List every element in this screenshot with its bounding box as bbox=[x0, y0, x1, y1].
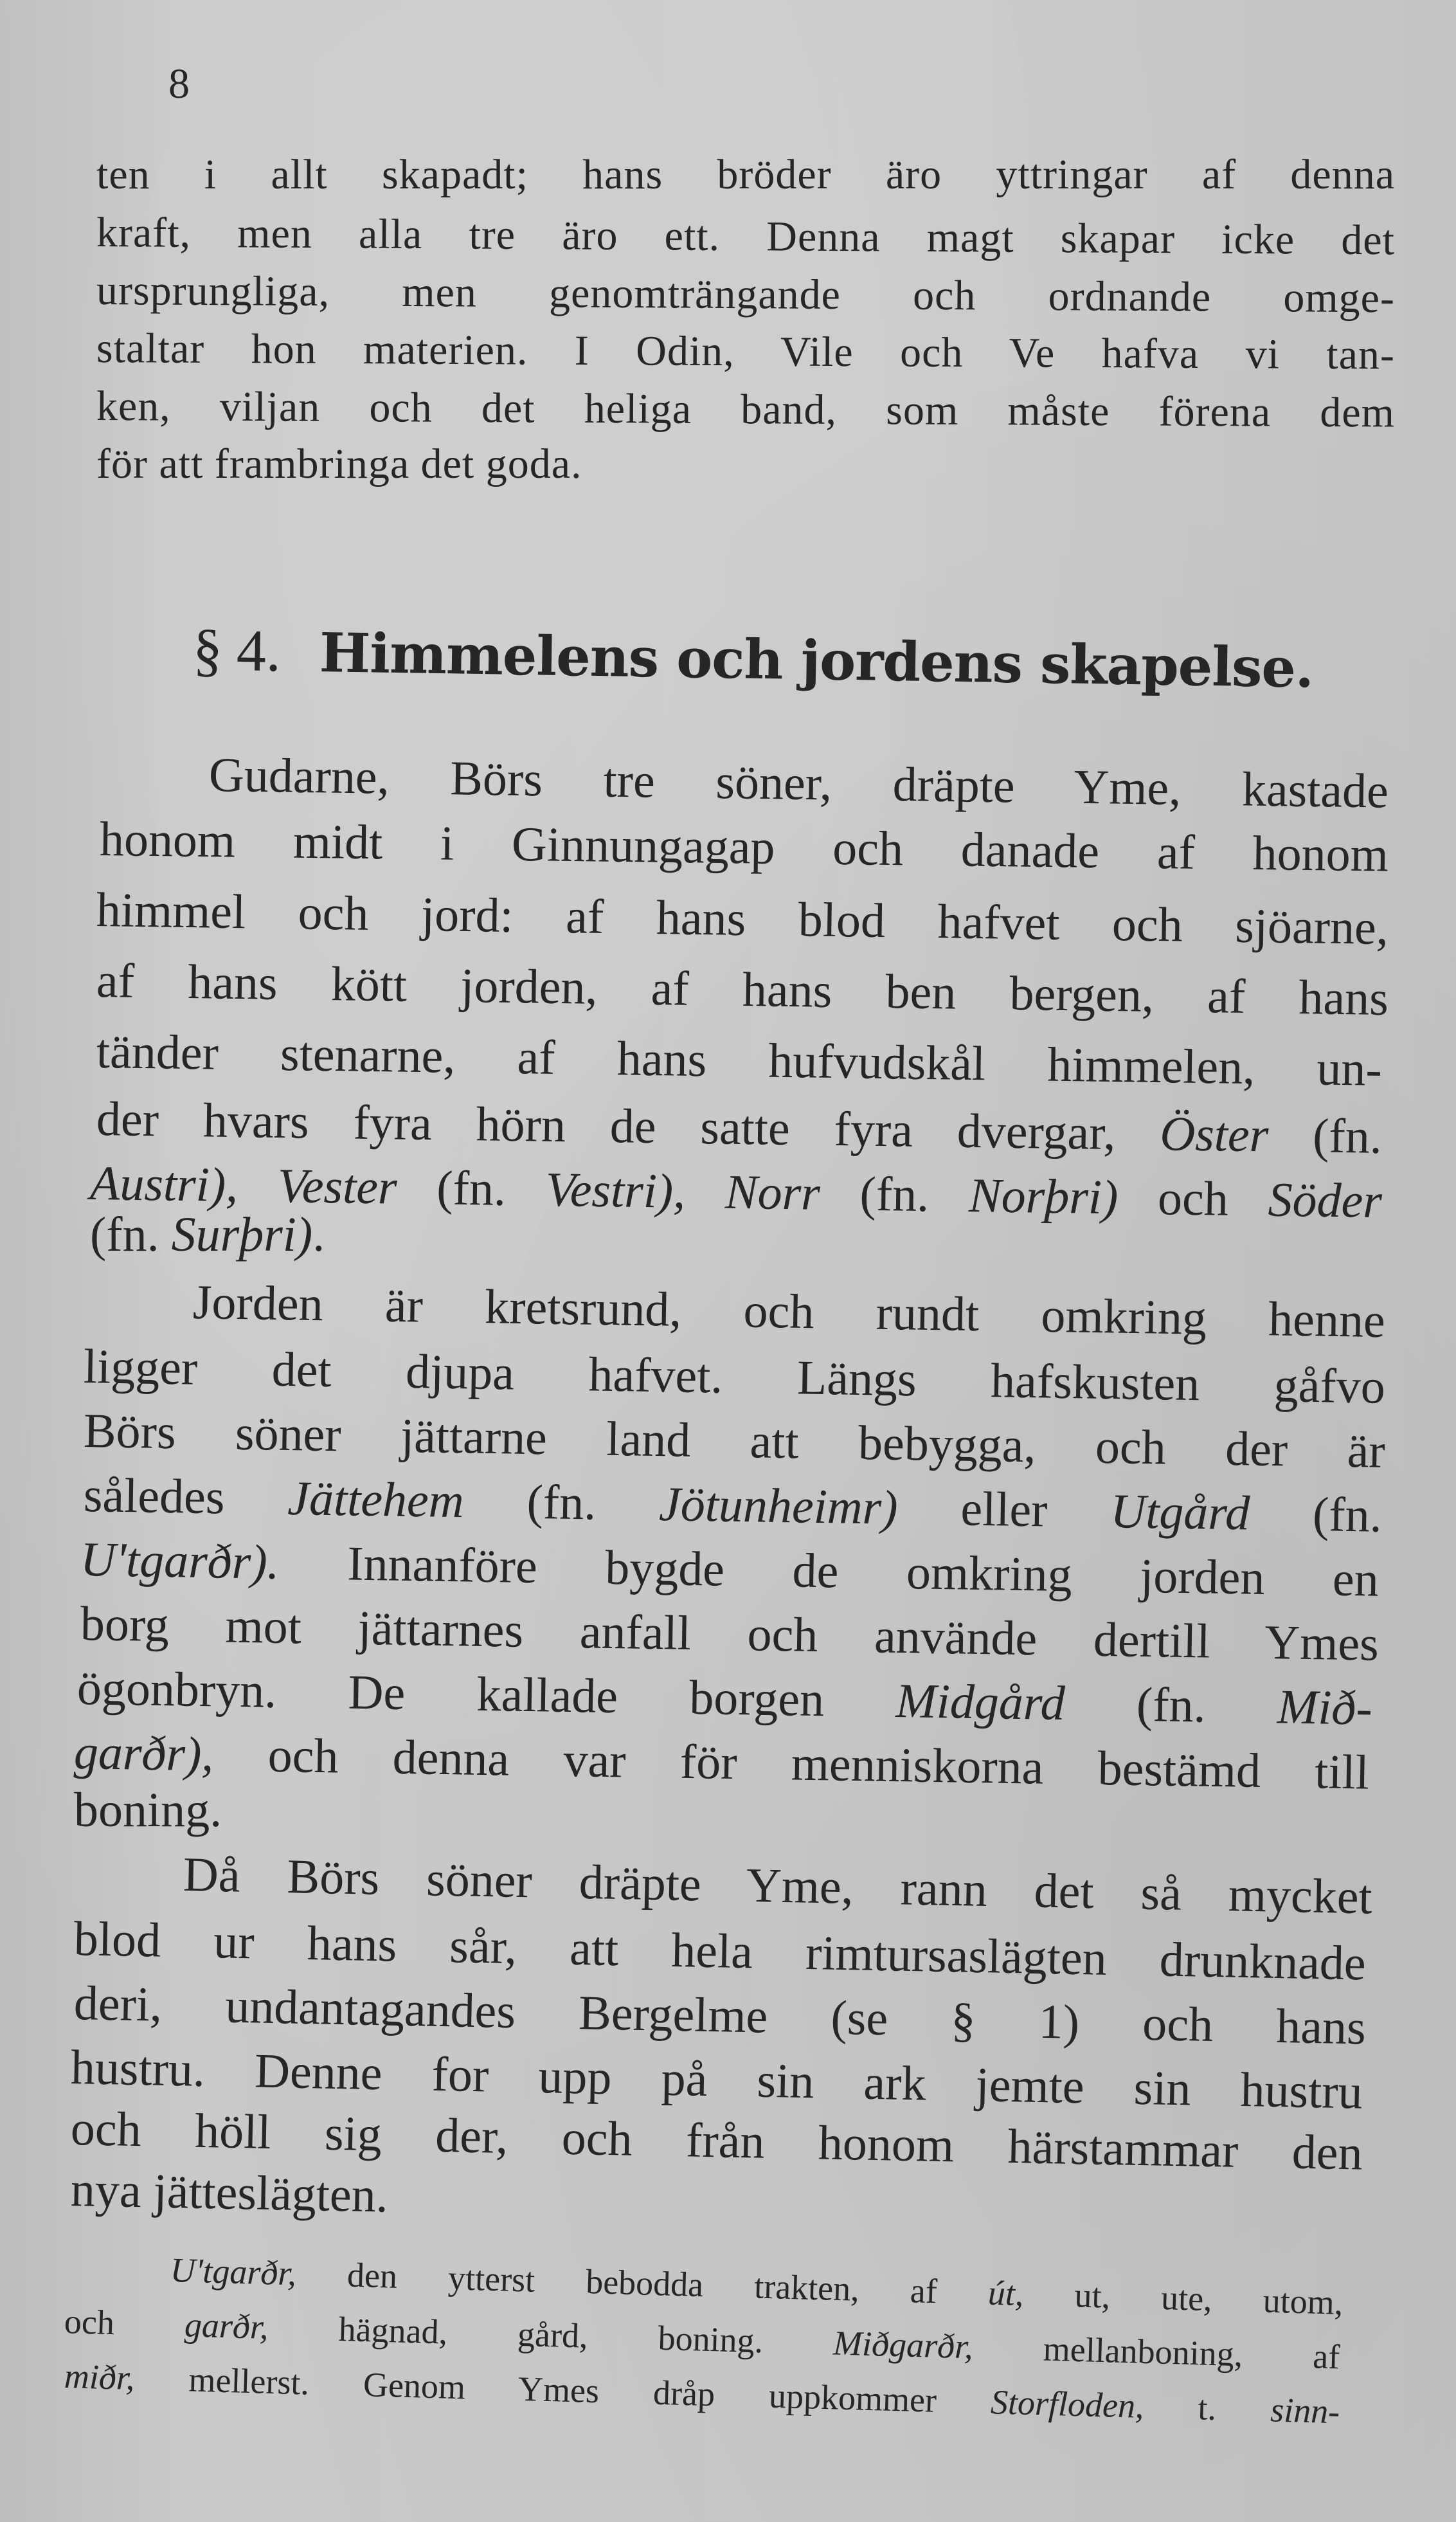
italic-term: Öster bbox=[1159, 1107, 1269, 1163]
text-line: tänder stenarne, af hans hufvudskål himmelen, un- bbox=[96, 1024, 1383, 1096]
italic-term: Söder bbox=[1268, 1172, 1383, 1229]
text-line: U'tgarðr). Innanföre bygde de omkring jorden en bbox=[80, 1532, 1380, 1607]
page-number: 8 bbox=[168, 60, 190, 107]
text-line: ligger det djupa hafvet. Längs hafskusten gåfvo bbox=[83, 1339, 1386, 1414]
text-line: af hans kött jorden, af hans ben bergen, af hans bbox=[96, 954, 1389, 1026]
text-line: kraft, men alla tre äro ett. Denna magt skapar icke det bbox=[96, 209, 1396, 264]
text-line: för att frambringa det goda. bbox=[96, 440, 582, 487]
text-line: Gudarne, Börs tre söner, dräpte Yme, kastade bbox=[208, 748, 1389, 819]
text-line: deri, undantagandes Bergelme (se § 1) och hans bbox=[73, 1976, 1367, 2055]
text-line: honom midt i Ginnungagap och danade af honom bbox=[99, 812, 1389, 882]
section-symbol: § bbox=[192, 617, 223, 683]
text-line: staltar hon materien. I Odin, Vile och Ve hafva vi tan- bbox=[96, 325, 1396, 379]
italic-term: Utgård bbox=[1110, 1484, 1250, 1541]
text-line: hustru. Denne for upp på sin ark jemte sin hustru bbox=[70, 2040, 1363, 2119]
text-line: der hvars fyra hörn de satte fyra dvergar, Öster (fn. bbox=[96, 1092, 1383, 1164]
text-line: ten i allt skapadt; hans bröder äro yttringar af denna bbox=[96, 151, 1395, 198]
text-line: Då Börs söner dräpte Yme, rann det så mycket bbox=[183, 1847, 1373, 1925]
text-line: (fn. Surþri). bbox=[90, 1208, 325, 1262]
text-line: Austri), Vester (fn. Vestri), Norr (fn. Norþri) och Söder bbox=[89, 1156, 1383, 1229]
text-line: ken, viljan och det heliga band, som måste förena dem bbox=[96, 383, 1396, 437]
footnote-line: U'tgarðr, den ytterst bebodda trakten, af út, ut, ute, utom, bbox=[170, 2251, 1344, 2322]
italic-term: Jättehem bbox=[287, 1471, 465, 1529]
section-title: Himmelens och jordens skapelse. bbox=[319, 621, 1314, 700]
footnote-line: och garðr, hägnad, gård, boning. Miðgarðr, mellanboning, af bbox=[64, 2302, 1341, 2377]
text-line: garðr), och denna var för menniskorna bestämd till bbox=[73, 1725, 1370, 1800]
italic-term: Midgård bbox=[895, 1674, 1066, 1731]
section-number: 4. bbox=[236, 617, 282, 684]
text-line: Börs söner jättarne land att bebygga, och der är bbox=[83, 1404, 1386, 1478]
italic-term: Norr bbox=[724, 1165, 821, 1220]
text-line: himmel och jord: af hans blod hafvet och sjöarne, bbox=[96, 883, 1389, 956]
text-line: blod ur hans sår, att hela rimtursaslägten drunknade bbox=[73, 1912, 1367, 1991]
footnote-line: miðr, mellerst. Genom Ymes dråp uppkommer Storfloden, t. sinn- bbox=[64, 2357, 1341, 2431]
italic-term: Vester bbox=[277, 1159, 398, 1215]
text-line: boning. bbox=[74, 1783, 222, 1837]
text-line: Jorden är kretsrund, och rundt omkring henne bbox=[192, 1275, 1386, 1348]
text-line: ögonbryn. De kallade borgen Midgård (fn. Mið- bbox=[76, 1661, 1373, 1736]
section-heading bbox=[192, 614, 1314, 703]
text-line: borg mot jättarnes anfall och använde dertill Ymes bbox=[80, 1597, 1380, 1671]
text-line: ursprungliga, men genomträngande och ordnande omge- bbox=[96, 267, 1396, 322]
text-line: således Jättehem (fn. Jötunheimr) eller Utgård (fn. bbox=[83, 1468, 1383, 1543]
text-line: nya jätteslägten. bbox=[70, 2163, 389, 2223]
text-line: och höll sig der, och från honom härstammar den bbox=[70, 2101, 1363, 2181]
